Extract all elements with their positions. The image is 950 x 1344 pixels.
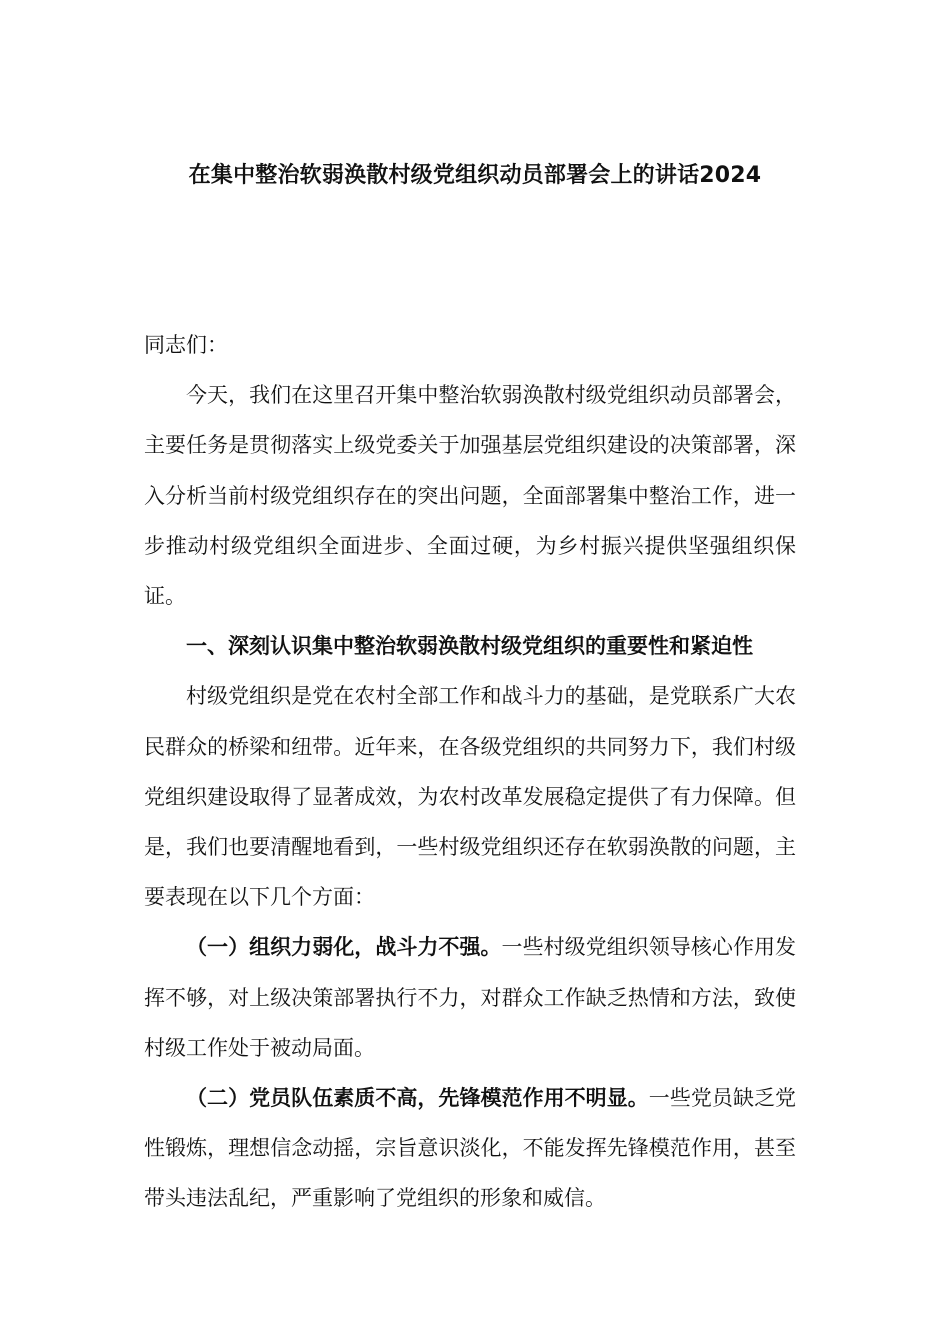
point-1-text: 一些村级党组织领导核心作用发挥不够，对上级决策部署执行不力，对群众工作缺乏热情和方法，致使村级工作处于被动局面。: [144, 935, 797, 1060]
paragraph-background: 村级党组织是党在农村全部工作和战斗力的基础，是党联系广大农民群众的桥梁和纽带。近年来，在各级党组织的共同努力下，我们村级党组织建设取得了显著成效，为农村改革发展稳定提供了有力保障。但是，我们也要清醒地看到，一些村级党组织还存在软弱涣散的问题，主要表现在以下几个方面：: [144, 684, 796, 910]
document-body: [144, 320, 796, 1224]
salutation: 同志们：: [144, 333, 228, 357]
point-2-lead: （二）党员队伍素质不高，先锋模范作用不明显。: [186, 1086, 649, 1111]
document-title: 在集中整治软弱涣散村级党组织动员部署会上的讲话2024: [188, 163, 762, 188]
point-2-text: 一些党员缺乏党性锻炼，理想信念动摇，宗旨意识淡化，不能发挥先锋模范作用，甚至带头违法乱纪，严重影响了党组织的形象和威信。: [144, 1086, 797, 1211]
section-heading-1: 一、深刻认识集中整治软弱涣散村级党组织的重要性和紧迫性: [186, 634, 753, 659]
paragraph-point-2: [144, 1073, 796, 1224]
paragraph-intro: 今天，我们在这里召开集中整治软弱涣散村级党组织动员部署会，主要任务是贯彻落实上级党委关于加强基层党组织建设的决策部署，深入分析当前村级党组织存在的突出问题，全面部署集中整治工作，进一步推动村级党组织全面进步、全面过硬，为乡村振兴提供坚强组织保证。: [144, 383, 796, 609]
point-1-lead: （一）组织力弱化，战斗力不强。: [186, 935, 502, 960]
paragraph-point-1: [144, 922, 796, 1073]
